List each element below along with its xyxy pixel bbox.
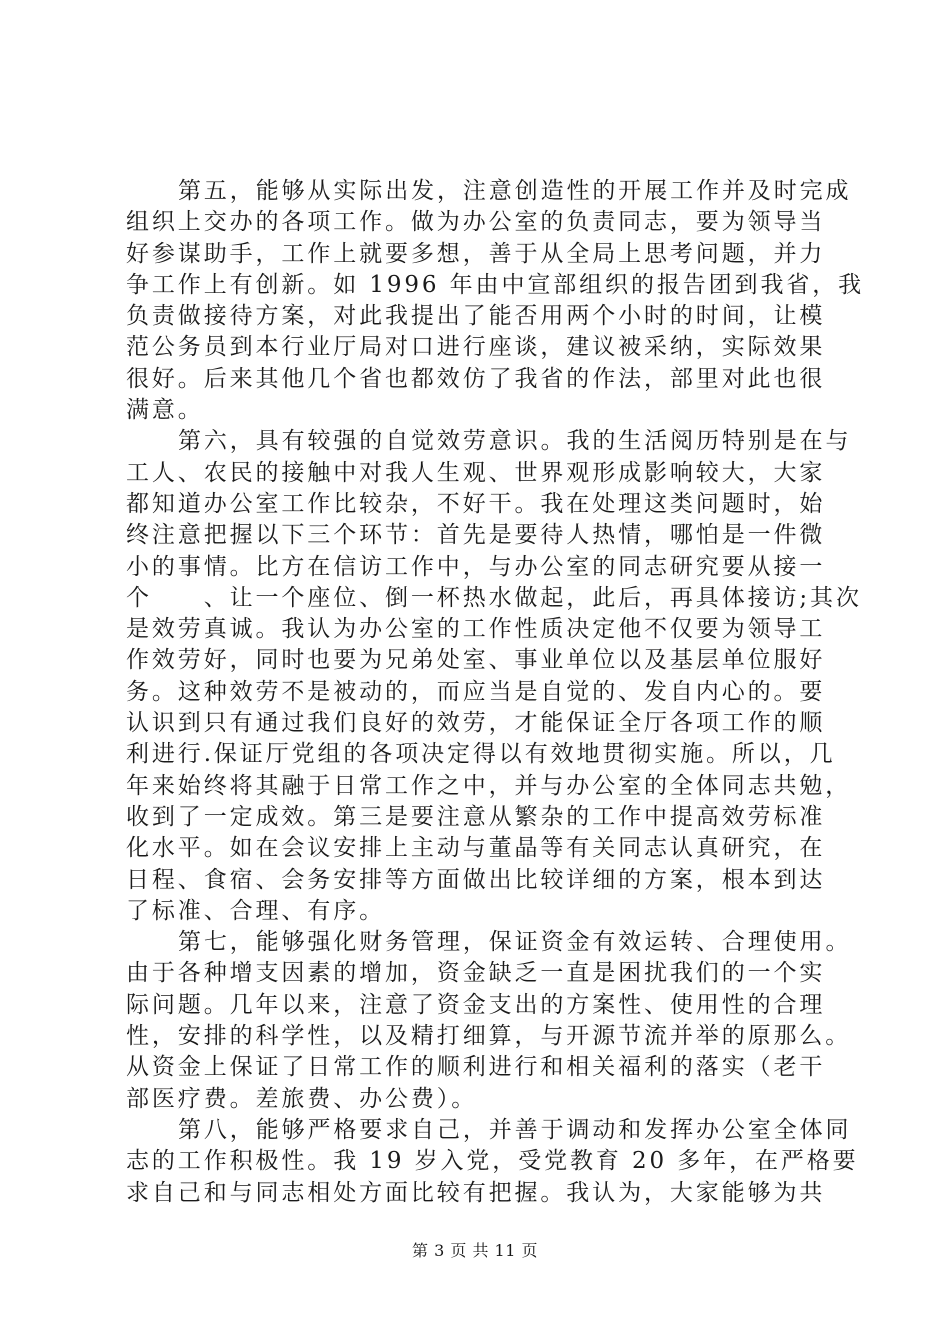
text-line: 满意。 (126, 397, 204, 424)
text-line: 是效劳真诚。我认为办公室的工作性质决定他不仅要为领导工 (126, 616, 826, 643)
text-line: 性，安排的科学性，以及精打细算，与开源节流并举的原那么。 (126, 1023, 852, 1050)
text-line: 终注意把握以下三个环节：首先是要待人热情，哪怕是一件微 (126, 522, 826, 549)
paragraph-first-line: 第六，具有较强的自觉效劳意识。我的生活阅历特别是在与 (178, 428, 852, 455)
text-line: 部医疗费。差旅费、办公费）。 (126, 1085, 478, 1112)
text-line: 个 、让一个座位、倒一杯热水做起，此后，再具体接访;其次 (126, 584, 862, 611)
body-text (126, 176, 865, 1209)
page-footer: 第 3 页 共 11 页 (412, 1241, 538, 1260)
text-line: 负责做接待方案，对此我提出了能否用两个小时的时间，让模 (126, 303, 826, 330)
text-line: 工人、农民的接触中对我人生观、世界观形成影响较大，大家 (126, 459, 826, 486)
paragraph-first-line: 第五，能够从实际出发，注意创造性的开展工作并及时完成 (178, 178, 852, 204)
text-line: 收到了一定成效。第三是要注意从繁杂的工作中提高效劳标准 (126, 803, 826, 830)
text-line: 务。这种效劳不是被动的，而应当是自觉的、发自内心的。要 (126, 678, 826, 705)
text-line: 日程、食宿、会务安排等方面做出比较详细的方案，根本到达 (126, 866, 826, 893)
text-line: 范公务员到本行业厅局对口进行座谈，建议被采纳，实际效果 (126, 334, 826, 361)
paragraph-first-line: 第八，能够严格要求自己，并善于调动和发挥办公室全体同 (178, 1116, 852, 1143)
text-line: 利进行.保证厅党组的各项决定得以有效地贯彻实施。所以，几 (126, 741, 836, 768)
text-line: 很好。后来其他几个省也都效仿了我省的作法，部里对此也很 (126, 365, 826, 392)
text-line: 从资金上保证了日常工作的顺利进行和相关福利的落实（老干 (126, 1054, 826, 1081)
text-line: 小的事情。比方在信访工作中，与办公室的同志研究要从接一 (126, 553, 826, 580)
text-line: 认识到只有通过我们良好的效劳，才能保证全厅各项工作的顺 (126, 710, 826, 737)
text-line: 组织上交办的各项工作。做为办公室的负责同志，要为领导当 (126, 209, 826, 236)
text-line: 好参谋助手，工作上就要多想，善于从全局上思考问题，并力 (126, 240, 826, 267)
text-line: 由于各种增支因素的增加，资金缺乏一直是困扰我们的一个实 (126, 960, 826, 987)
text-line: 作效劳好，同时也要为兄弟处室、事业单位以及基层单位服好 (126, 647, 826, 674)
text-line: 化水平。如在会议安排上主动与董晶等有关同志认真研究，在 (126, 835, 826, 862)
text-line: 都知道办公室工作比较杂，不好干。我在处理这类问题时，始 (126, 490, 826, 517)
text-line: 志的工作积极性。我 19 岁入党，受党教育 20 多年，在严格要 (126, 1148, 859, 1175)
text-line: 际问题。几年以来，注意了资金支出的方案性、使用性的合理 (126, 991, 826, 1018)
text-line: 求自己和与同志相处方面比较有把握。我认为，大家能够为共 (126, 1179, 826, 1206)
text-line: 争工作上有创新。如 1996 年由中宣部组织的报告团到我省，我 (126, 271, 865, 298)
text-line: 年来始终将其融于日常工作之中，并与办公室的全体同志共勉， (126, 772, 852, 799)
paragraph-first-line: 第七，能够强化财务管理，保证资金有效运转、合理使用。 (178, 929, 852, 956)
text-line: 了标准、合理、有序。 (126, 897, 385, 924)
